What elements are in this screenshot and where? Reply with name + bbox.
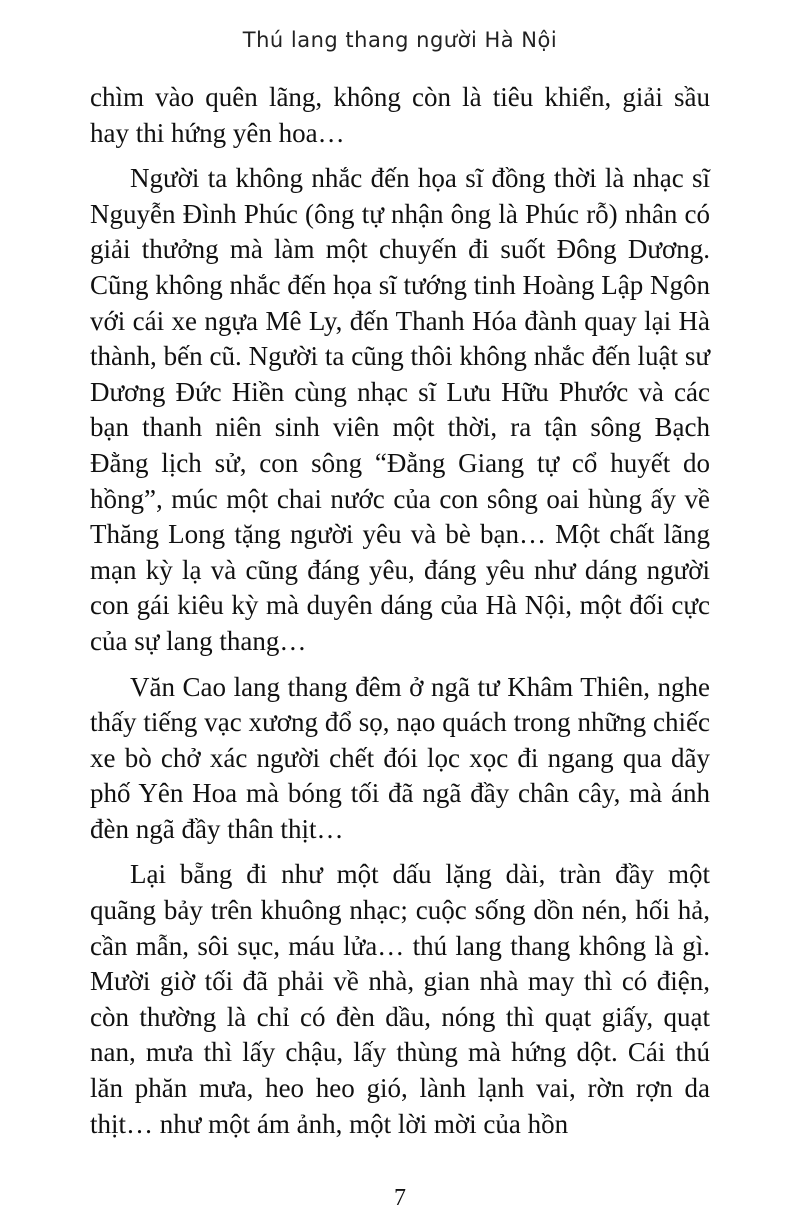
paragraph: Lại bẵng đi như một dấu lặng dài, tràn đầy một quãng bảy trên khuông nhạc; cuộc sống dồn nén, hối hả, cần mẫn, sôi sục, máu lửa… thú lang thang không là gì. Mười giờ tối đã phải về nhà, gian nhà may thì có điện, còn thường là chỉ có đèn dầu, nóng thì quạt giấy, quạt nan, mưa thì lấy chậu, lấy thùng mà hứng dột. Cái thú lăn phăn mưa, heo heo gió, lành lạnh vai, rờn rợn da thịt… như một ám ảnh, một lời mời của hồn xyxy=(90,859,710,1139)
paragraph: Văn Cao lang thang đêm ở ngã tư Khâm Thiên, nghe thấy tiếng vạc xương đổ sọ, nạo quách trong những chiếc xe bò chở xác người chết đói lọc xọc đi ngang qua dãy phố Yên Hoa mà bóng tối đã ngã đầy chân cây, mà ánh đèn ngã đầy thân thịt… xyxy=(90,671,710,844)
body-text xyxy=(90,80,710,1152)
paragraph-continuation: chìm vào quên lãng, không còn là tiêu khiển, giải sầu hay thi hứng yên hoa… xyxy=(90,82,710,148)
running-header: Thú lang thang người Hà Nội xyxy=(242,28,558,52)
page-number: 7 xyxy=(394,1185,406,1211)
paragraph: Người ta không nhắc đến họa sĩ đồng thời là nhạc sĩ Nguyễn Đình Phúc (ông tự nhận ông là Phúc rỗ) nhân có giải thưởng mà làm một chuyến đi suốt Đông Dương. Cũng không nhắc đến họa sĩ tướng tinh Hoàng Lập Ngôn với cái xe ngựa Mê Ly, đến Thanh Hóa đành quay lại Hà thành, bến cũ. Người ta cũng thôi không nhắc đến luật sư Dương Đức Hiền cùng nhạc sĩ Lưu Hữu Phước và các bạn thanh niên sinh viên một thời, ra tận sông Bạch Đằng lịch sử, con sông “Đằng Giang tự cổ huyết do hồng”, múc một chai nước của con sông oai hùng ấy về Thăng Long tặng người yêu và bè bạn… Một chất lãng mạn kỳ lạ và cũng đáng yêu, đáng yêu như dáng người con gái kiêu kỳ mà duyên dáng của Hà Nội, một đối cực của sự lang thang… xyxy=(90,163,710,656)
